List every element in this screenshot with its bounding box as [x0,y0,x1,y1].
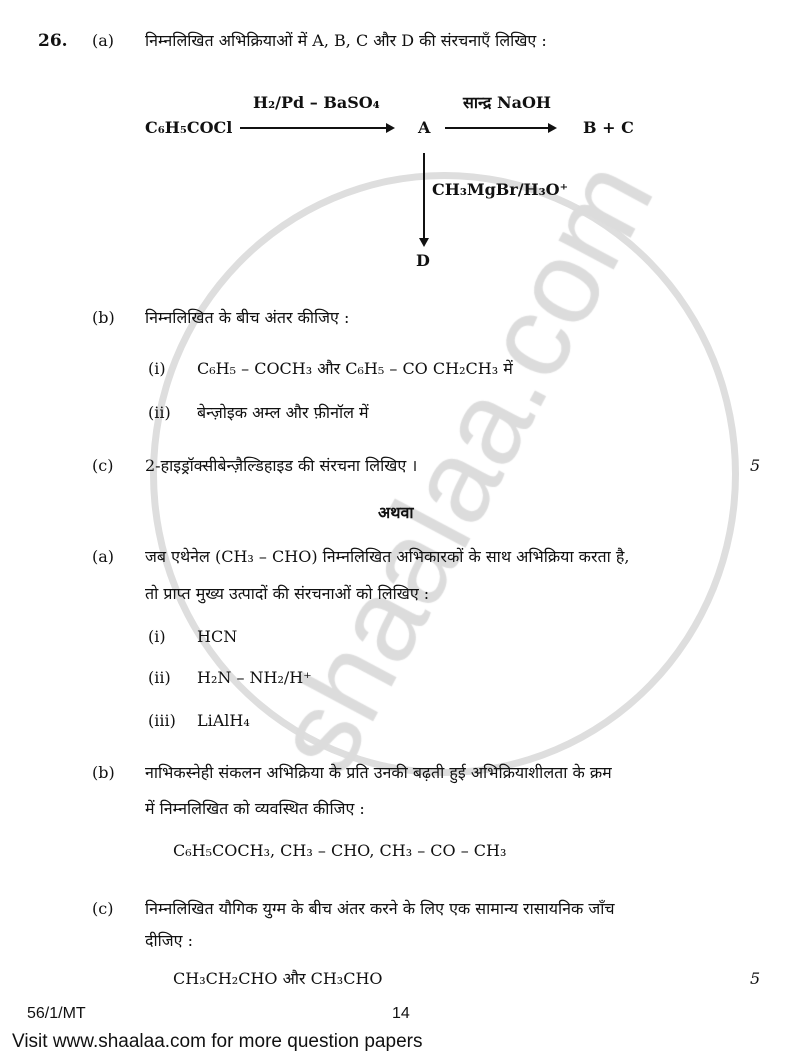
reagent-2: सान्द्र NaOH [463,93,552,112]
item-label: (iii) [148,711,176,730]
item-text: HCN [197,627,238,646]
item-label: (i) [148,359,166,378]
part-c-text: 2-हाइड्रॉक्सीबेन्ज़ैल्डिहाइड की संरचना लिखिए । [145,456,418,475]
part-b-text: निम्नलिखित के बीच अंतर कीजिए : [145,308,350,327]
item-text: H₂N – NH₂/H⁺ [197,668,312,687]
reactant: C₆H₅COCl [145,118,233,137]
page-number: 14 [392,1005,410,1022]
alt-a-line: तो प्राप्त मुख्य उत्पादों की संरचनाओं को लिखिए : [145,584,430,603]
or-heading: अथवा [378,503,414,522]
alt-c-line: दीजिए : [145,931,193,950]
product-a: A [418,118,431,137]
alt-b-line: में निम्नलिखित को व्यवस्थित कीजिए : [145,799,365,818]
item-text: LiAlH₄ [197,711,250,730]
marks: 5 [750,969,761,988]
item-label: (i) [148,627,166,646]
item-text: बेन्ज़ोइक अम्ल और फ़ीनॉल में [197,403,369,422]
product-d: D [416,251,430,270]
visit-link[interactable]: Visit www.shaalaa.com for more question papers [12,1031,423,1052]
part-c-label: (c) [92,456,114,475]
reagent-1: H₂/Pd – BaSO₄ [253,93,380,112]
item-label: (ii) [148,668,171,687]
reagent-3: CH₃MgBr/H₃O⁺ [432,180,569,199]
alt-c-label: (c) [92,899,114,918]
alt-a-label: (a) [92,547,115,566]
part-b-label: (b) [92,308,115,327]
part-a-text: निम्नलिखित अभिक्रियाओं में A, B, C और D की संरचनाएँ लिखिए : [145,31,547,50]
arrow-right-icon [240,127,393,129]
alt-c-line: निम्नलिखित यौगिक युग्म के बीच अंतर करने के लिए एक सामान्य रासायनिक जाँच [145,899,615,918]
part-a-label: (a) [92,31,115,50]
arrow-down-icon [423,153,425,245]
paper-code: 56/1/MT [27,1005,86,1022]
alt-a-line: जब एथेनेल (CH₃ – CHO) निम्नलिखित अभिकारकों के साथ अभिक्रिया करता है, [145,547,630,566]
alt-b-label: (b) [92,763,115,782]
item-text: C₆H₅ – COCH₃ और C₆H₅ – CO CH₂CH₃ में [197,359,513,378]
alt-b-formula: C₆H₅COCH₃, CH₃ – CHO, CH₃ – CO – CH₃ [173,841,507,860]
arrow-right-icon [445,127,555,129]
marks: 5 [750,456,761,475]
products-bc: B + C [583,118,634,137]
question-number: 26. [38,31,68,51]
alt-b-line: नाभिकस्नेही संकलन अभिक्रिया के प्रति उनकी बढ़ती हुई अभिक्रियाशीलता के क्रम [145,763,612,782]
item-label: (ii) [148,403,171,422]
alt-c-formula: CH₃CH₂CHO और CH₃CHO [173,969,383,988]
